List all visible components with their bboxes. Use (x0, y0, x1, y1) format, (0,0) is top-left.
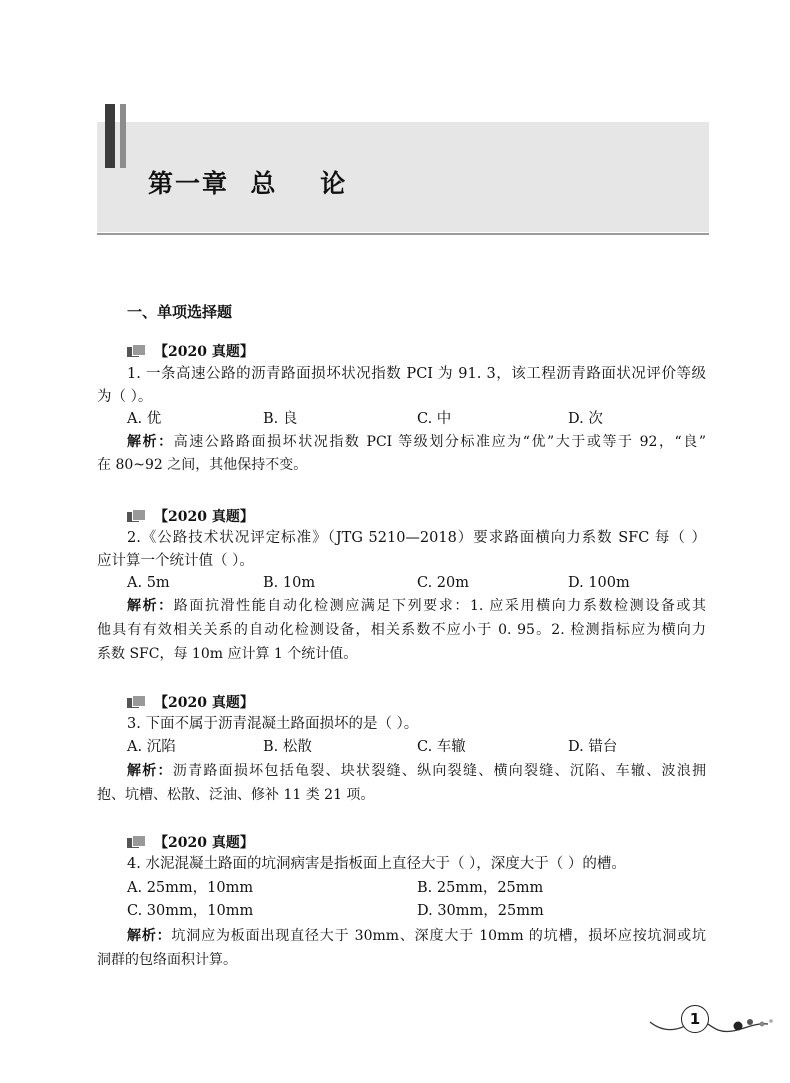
book-icon (127, 509, 146, 522)
question-3-option-a: A. 沉陷 (127, 739, 176, 755)
question-4-analysis-line-1: 解析：坑洞应为板面出现直径大于 30mm、深度大于 10mm 的坑槽，损坏应按坑洞或坑 (127, 928, 706, 944)
chapter-header-rule (97, 233, 709, 235)
question-4-analysis-line-2: 洞群的包络面积计算。 (97, 952, 237, 968)
question-1-stem-line-2: 为（ ）。 (97, 389, 153, 405)
question-3-stem-line-1: 3. 下面不属于沥青混凝土路面损坏的是（ ）。 (127, 716, 419, 732)
question-3-option-c: C. 车辙 (417, 739, 466, 755)
question-2-option-c: C. 20m (417, 575, 469, 591)
question-4-option-b: B. 25mm，25mm (417, 880, 544, 896)
page-ornament (640, 1000, 780, 1045)
book-icon (127, 835, 146, 848)
question-2-option-a: A. 5m (127, 575, 170, 591)
question-4-option-d: D. 30mm，25mm (417, 903, 544, 919)
question-1-option-b: B. 良 (263, 411, 298, 427)
question-3-analysis-line-1: 解析：沥青路面损坏包括龟裂、块状裂缝、纵向裂缝、横向裂缝、沉陷、车辙、波浪拥 (127, 763, 706, 779)
question-1-option-c: C. 中 (417, 411, 452, 427)
section-title: 一、单项选择题 (127, 303, 233, 321)
question-4-option-a: A. 25mm，10mm (127, 880, 254, 896)
question-2-option-b: B. 10m (263, 575, 316, 591)
book-icon (127, 344, 146, 357)
question-2-tag: 【2020 真题】 (127, 506, 254, 526)
chapter-bar-light (120, 104, 126, 168)
question-4-tag: 【2020 真题】 (127, 832, 254, 852)
book-icon (127, 695, 146, 708)
question-4-option-c: C. 30mm，10mm (127, 903, 254, 919)
question-1-option-d: D. 次 (568, 411, 603, 427)
question-4-stem-line-1: 4. 水泥混凝土路面的坑洞病害是指板面上直径大于（ ），深度大于（ ）的槽。 (127, 856, 626, 872)
question-3-analysis-line-2: 抱、坑槽、松散、泛油、修补 11 类 21 项。 (97, 787, 375, 803)
chapter-bar-dark (105, 104, 115, 168)
question-3-option-d: D. 错台 (568, 739, 618, 755)
question-1-analysis-line-2: 在 80~92 之间，其他保持不变。 (97, 457, 308, 473)
question-2-analysis-line-2: 他具有有效相关关系的自动化检测设备，相关系数不应小于 0. 95。2. 检测指标应为横向力 (97, 622, 706, 638)
question-3-option-b: B. 松散 (263, 739, 312, 755)
question-2-stem-line-1: 2.《公路技术状况评定标准》（JTG 5210—2018）要求路面横向力系数 SFC 每（ ） (127, 530, 706, 546)
question-2-stem-line-2: 应计算一个统计值（ ）。 (97, 553, 254, 569)
question-1-analysis-line-1: 解析：高速公路路面损坏状况指数 PCI 等级划分标准应为“优”大于或等于 92，“良” (127, 434, 706, 450)
question-2-option-d: D. 100m (568, 575, 630, 591)
question-3-tag: 【2020 真题】 (127, 692, 254, 712)
question-1-option-a: A. 优 (127, 411, 162, 427)
question-1-tag: 【2020 真题】 (127, 341, 254, 361)
question-1-stem-line-1: 1. 一条高速公路的沥青路面损坏状况指数 PCI 为 91. 3，该工程沥青路面状况评价等级 (127, 366, 706, 382)
page-number: 1 (681, 1005, 709, 1033)
question-2-analysis-line-1: 解析：路面抗滑性能自动化检测应满足下列要求：1. 应采用横向力系数检测设备或其 (127, 598, 706, 614)
question-2-analysis-line-3: 系数 SFC，每 10m 应计算 1 个统计值。 (97, 646, 358, 662)
chapter-title: 第一章 总 论 (148, 169, 348, 198)
